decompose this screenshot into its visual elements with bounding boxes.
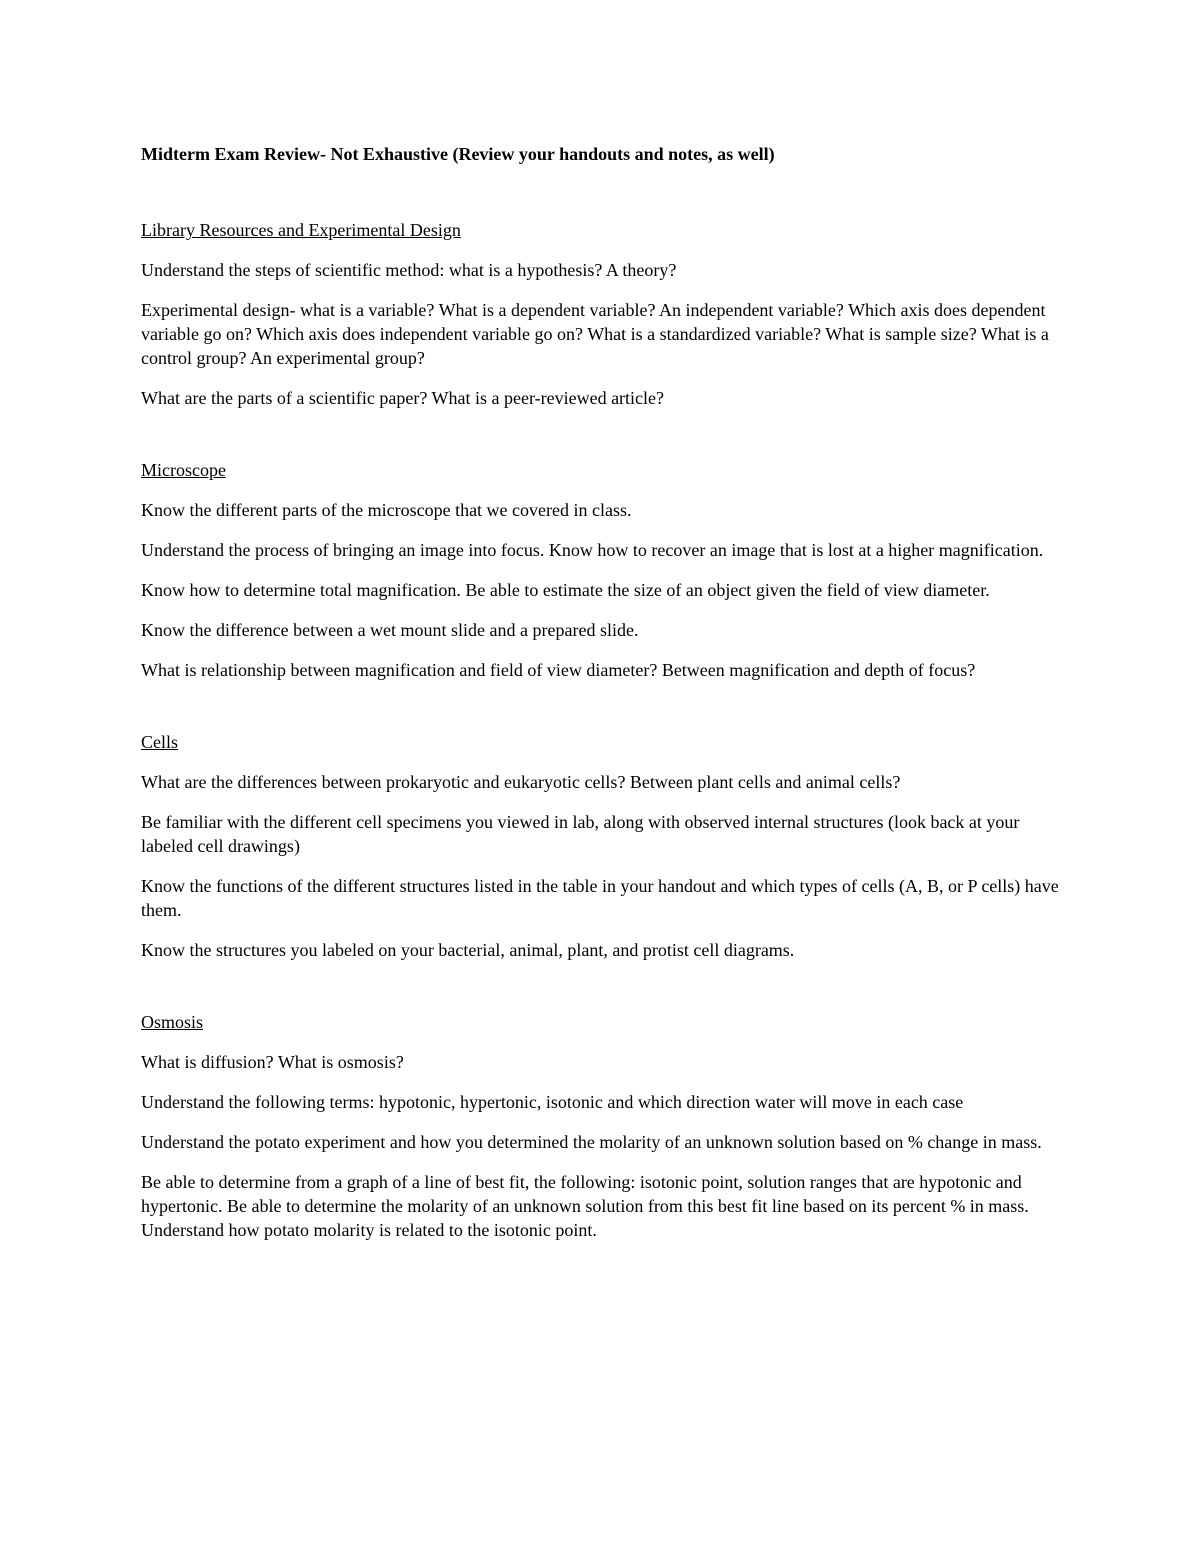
section-heading: Cells xyxy=(141,732,179,752)
paragraph: What is diffusion? What is osmosis? xyxy=(141,1052,404,1072)
section-microscope xyxy=(141,458,1066,682)
section-heading: Library Resources and Experimental Design xyxy=(141,220,461,240)
paragraph: Experimental design- what is a variable? What is a dependent variable? An independent variable? Which axis does dependent variable go on? Which axis does independent variable go on? What is a standardized variable? What is sample size? What is a control group? An experimental group? xyxy=(141,300,1049,368)
section-library-resources xyxy=(141,218,1066,410)
paragraph: What is relationship between magnification and field of view diameter? Between magnification and depth of focus? xyxy=(141,660,976,680)
paragraph: Know how to determine total magnification. Be able to estimate the size of an object given the field of view diameter. xyxy=(141,580,990,600)
paragraph: Understand the potato experiment and how you determined the molarity of an unknown solution based on % change in mass. xyxy=(141,1132,1042,1152)
paragraph: Understand the steps of scientific method: what is a hypothesis? A theory? xyxy=(141,260,677,280)
paragraph: What are the parts of a scientific paper? What is a peer-reviewed article? xyxy=(141,388,665,408)
section-heading: Osmosis xyxy=(141,1012,204,1032)
paragraph: Know the different parts of the microscope that we covered in class. xyxy=(141,500,632,520)
section-cells xyxy=(141,730,1066,962)
section-heading: Microscope xyxy=(141,460,226,480)
paragraph: Understand the process of bringing an image into focus. Know how to recover an image that is lost at a higher magnification. xyxy=(141,540,1044,560)
paragraph: Be familiar with the different cell specimens you viewed in lab, along with observed internal structures (look back at your labeled cell drawings) xyxy=(141,812,1020,856)
paragraph: Know the difference between a wet mount slide and a prepared slide. xyxy=(141,620,639,640)
section-osmosis xyxy=(141,1010,1066,1242)
paragraph: Be able to determine from a graph of a line of best fit, the following: isotonic point, solution ranges that are hypotonic and hypertonic. Be able to determine the molarity of an unknown solution from this best fit line based on its percent % in mass. Understand how potato molarity is related to the isotonic point. xyxy=(141,1172,1029,1240)
document-page xyxy=(141,142,1066,1242)
paragraph: Know the structures you labeled on your bacterial, animal, plant, and protist cell diagrams. xyxy=(141,940,795,960)
paragraph: Understand the following terms: hypotonic, hypertonic, isotonic and which direction water will move in each case xyxy=(141,1092,964,1112)
paragraph: Know the functions of the different structures listed in the table in your handout and which types of cells (A, B, or P cells) have them. xyxy=(141,876,1059,920)
paragraph: What are the differences between prokaryotic and eukaryotic cells? Between plant cells and animal cells? xyxy=(141,772,901,792)
document-title: Midterm Exam Review- Not Exhaustive (Review your handouts and notes, as well) xyxy=(141,144,775,164)
